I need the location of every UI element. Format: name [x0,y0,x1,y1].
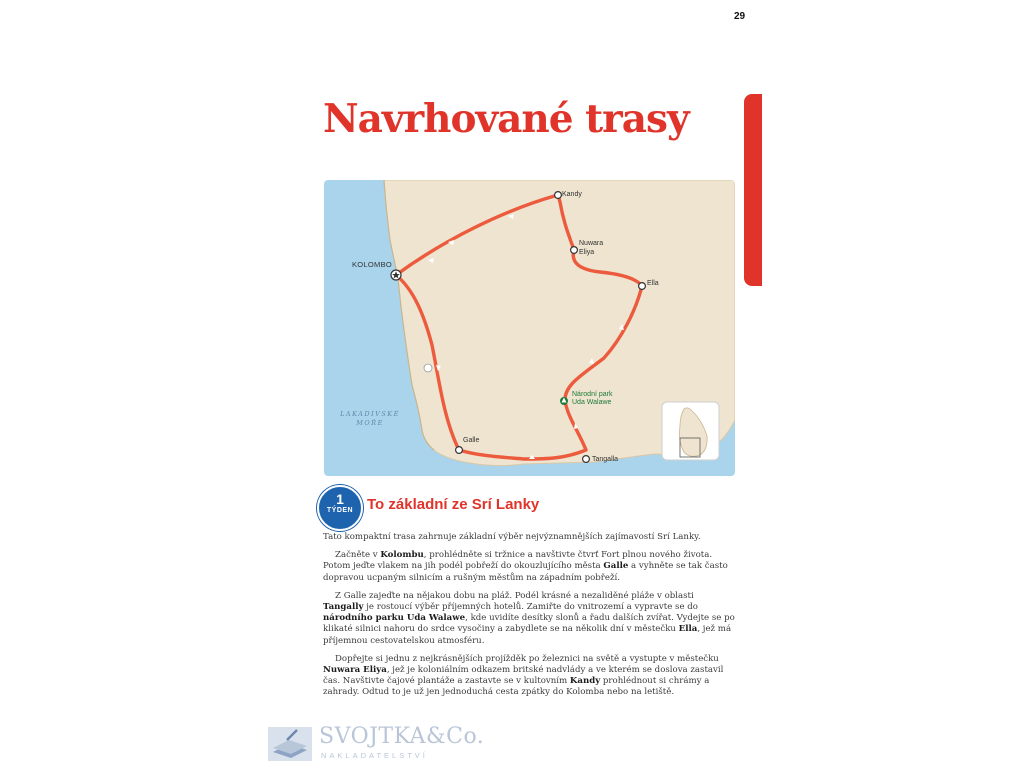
kolombo-label: KOLOMBO [352,260,393,269]
route-paragraph [323,550,735,584]
highlighted-place: Kandy [569,676,601,687]
book-icon [267,726,313,762]
map-graphic [324,180,735,476]
publisher-subtitle: NAKLADATELSTVÍ [321,751,428,760]
paragraph-text: je rostoucí výběr příjemných hotelů. Zamiřte do vnitrozemí a vypravte se do [363,602,698,613]
kandy-label: Kandy [562,191,582,198]
publisher-name: SVOJTKA&Co. [319,724,485,749]
route-paragraph [323,532,735,543]
highlighted-place: Ella [678,624,698,635]
paragraph-text: , kde uvidíte desítky slonů a řadu dalších zvířat. Vydejte se po klikaté silnici nahoru do srdce vysočiny a zabydlete se na několik dní v městečku [323,613,735,635]
highlighted-place: Galle [603,561,629,572]
tangalla-marker [583,456,590,463]
paragraph-text: , jež je koloniálním odkazem britské nadvlády a ve kterém se doslova zastavil čas. Navštivte čajové plantáže a zastavte se v kultovním [323,665,724,687]
nuwara-label-line1: Nuwara [579,240,604,247]
badge-number: 1 [336,491,344,507]
kolombo-marker [391,270,401,280]
nuwara-label-line2: Eliya [579,249,595,256]
park-label-line1: Národní park [572,391,613,398]
route-map [324,180,735,476]
highlighted-place: Tangally [323,602,364,613]
sea-label-line1: LAKADIVSKÉ [340,410,400,418]
sea-label-line2: MOŘE [356,419,384,427]
paragraph-text: Začněte v [335,550,381,561]
national-park-marker [560,397,568,405]
publisher-watermark [267,724,485,764]
kandy-marker [555,192,562,199]
sea-label [338,410,402,428]
paragraph-text: , jež má příjemnou cestovatelskou atmosféru. [323,624,732,646]
highlighted-place: Nuwara Eliya [323,665,387,676]
paragraph-text: , prohlédněte si tržnice a navštivte čtvrť Fort plnou nového života. Potom jeďte vlakem na jih podél pobřeží do okouzlujícího města [323,550,713,572]
ella-label: Ella [647,280,659,287]
ella-marker [639,283,646,290]
paragraph-text: a vyhněte se tak často dopravou ucpaným silnicím a rušným městům na západním pobřeží. [323,561,728,583]
route-title: To základní ze Srí Lanky [367,496,540,513]
nuwara-eliya-marker [571,247,578,254]
paragraph-text: Tato kompaktní trasa zahrnuje základní výběr nejvýznamnějších zajímavostí Srí Lanky. [323,532,701,542]
duration-badge [317,485,363,531]
paragraph-text: prohlédnout si chrámy a zahrady. Odtud to je už jen jednoduchá cesta zpátky do Kolomba nebo na letiště. [323,676,710,698]
route-paragraph [323,654,735,699]
page-number: 29 [734,11,746,22]
park-label-line2: Uda Walawe [572,399,612,406]
route-description [323,532,735,706]
galle-label: Galle [463,437,480,444]
highlighted-place: národního parku Uda Walawe [323,613,466,624]
highway-shield [424,364,432,372]
tangalla-label: Tangalla [592,456,619,463]
chapter-tab [744,94,762,286]
page-title: Navrhované trasy [323,96,689,142]
badge-unit: TÝDEN [326,507,354,514]
galle-marker [456,447,463,454]
inset-locator-map [662,402,719,460]
highlighted-place: Kolombu [380,550,424,561]
paragraph-text: Dopřejte si jednu z nejkrásnějších projížděk po železnici na světě a vystupte v městečku [335,653,719,664]
route-paragraph [323,591,735,647]
paragraph-text: Z Galle zajeďte na nějakou dobu na pláž. Podél krásné a nezaliděné pláže v oblasti [335,590,694,601]
